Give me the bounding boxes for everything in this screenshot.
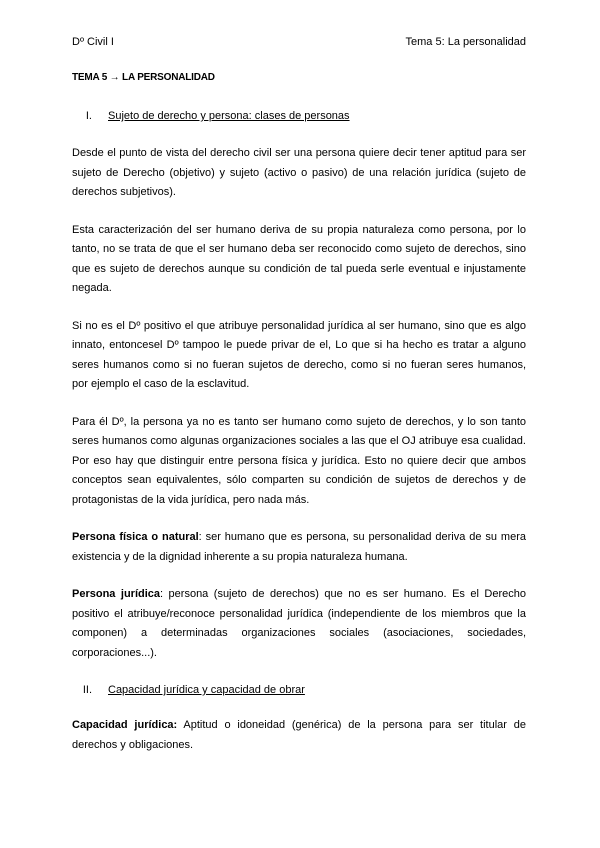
definition-persona-juridica xyxy=(72,585,526,663)
definition-text: : persona (sujeto de derechos) que no es ser humano. Es el Derecho positivo el atribuye/reconoce personalidad jurídica (independiente de los miembros que la componen) a determinadas organizaciones sociales (asociaciones, sociedades, corporaciones...). xyxy=(72,588,526,659)
definition-text: : ser humano que es persona, su personalidad deriva de su mera existencia y de la dignidad inherente a su propia naturaleza humana. xyxy=(72,531,526,563)
section-heading-2 xyxy=(72,682,526,698)
document-body xyxy=(72,70,526,755)
paragraph: Para él Dº, la persona ya no es tanto ser humano como sujeto de derechos, y lo son tanto seres humanos como algunas organizaciones sociales a las que el OJ atribuye esa cualidad. Por eso hay que distinguir entre persona física y jurídica. Esto no quiere decir que ambos conceptos sean equivalentes, sólo comparten su condición de sujetos de derechos y de protagonistas de la vida jurídica, pero nada más. xyxy=(72,415,526,506)
section-heading-1 xyxy=(72,108,526,124)
paragraph: Esta caracterización del ser humano deriva de su propia naturaleza como persona, por lo tanto, no se trata de que el ser humano deba ser reconocido como sujeto de derechos, sino que es sujeto de derechos aunque su condición de tal pueda serle eventual e injustamente negada. xyxy=(72,223,526,294)
definition-term: Capacidad jurídica: xyxy=(72,719,178,731)
definition-term: Persona física o natural xyxy=(72,531,199,543)
paragraph: Si no es el Dº positivo el que atribuye personalidad jurídica al ser humano, sino que es algo innato, entoncesel Dº tampoo le puede privar de el, Lo que si ha hecho es tratar a alguno seres humanos como si no fueran sujetos de derecho, como si no fueran seres humanos, por ejemplo el caso de la esclavitud. xyxy=(72,319,526,390)
definition-capacidad-juridica xyxy=(72,716,526,755)
header-topic: Tema 5: La personalidad xyxy=(405,36,526,48)
section-title: Sujeto de derecho y persona: clases de personas xyxy=(108,110,350,122)
header-course: Dº Civil I xyxy=(72,36,114,48)
section-number: I. xyxy=(85,110,92,122)
definition-persona-fisica xyxy=(72,528,526,567)
definition-term: Persona jurídica xyxy=(72,588,161,600)
section-number: II. xyxy=(82,684,92,696)
paragraph: Desde el punto de vista del derecho civil ser una persona quiere decir tener aptitud para ser sujeto de Derecho (objetivo) y sujeto (activo o pasivo) de una relación jurídica (sujeto de derechos subjetivos). xyxy=(72,147,526,198)
section-title: Capacidad jurídica y capacidad de obrar xyxy=(108,684,305,696)
page-title: TEMA 5 → LA PERSONALIDAD xyxy=(72,72,215,83)
definition-text: Aptitud o idoneidad (genérica) de la persona para ser titular de derechos y obligaciones. xyxy=(72,719,526,751)
